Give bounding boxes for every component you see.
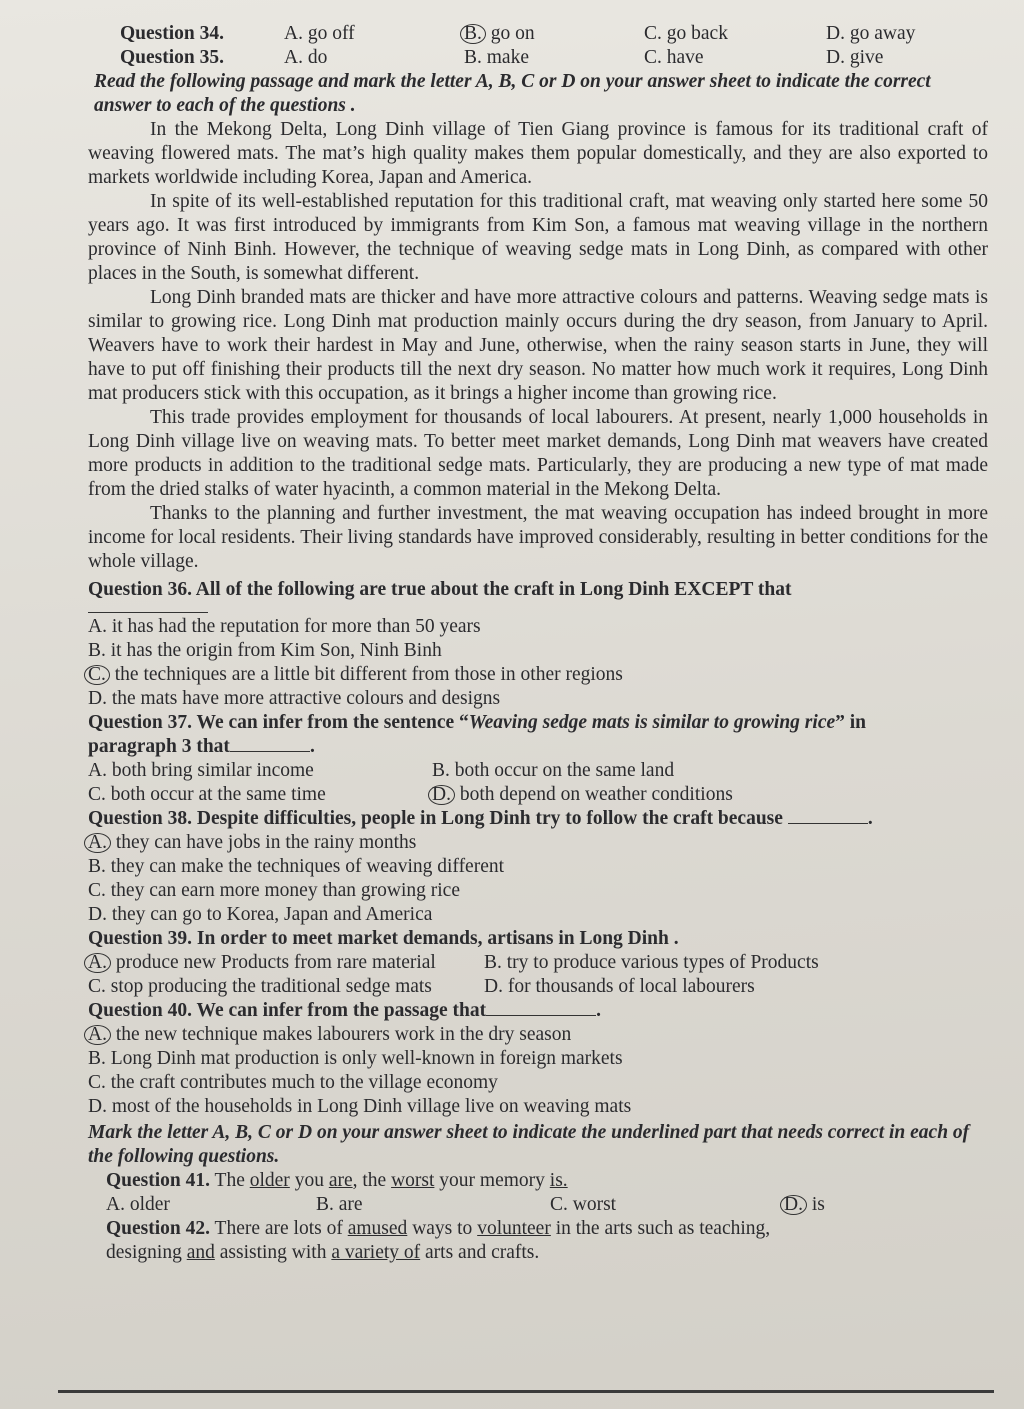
answer-blank[interactable] xyxy=(230,737,310,752)
answer-blank[interactable] xyxy=(486,1001,596,1016)
option-c[interactable]: C. they can earn more money than growing rice xyxy=(88,880,460,901)
answer-circle: A. xyxy=(84,833,111,853)
question-40 xyxy=(88,999,988,1119)
question-stem: Question 39. In order to meet market demands, artisans in Long Dinh . xyxy=(88,928,679,949)
option-a[interactable]: A. produce new Products from rare material xyxy=(88,951,484,975)
question-37 xyxy=(88,711,988,807)
option-d[interactable]: D. is xyxy=(784,1193,825,1217)
underlined-part: are xyxy=(328,1170,353,1191)
option-a[interactable]: A. they can have jobs in the rainy months xyxy=(88,831,988,855)
underlined-part: older xyxy=(249,1170,290,1191)
option-c[interactable]: C. have xyxy=(644,47,704,68)
option-a[interactable]: A. go off xyxy=(284,23,355,44)
question-36 xyxy=(88,578,988,711)
option-c[interactable]: C. worst xyxy=(550,1194,617,1215)
question-38 xyxy=(88,807,988,927)
question-stem: Question 38. Despite difficulties, people in Long Dinh try to follow the craft because . xyxy=(88,808,873,829)
option-d[interactable]: D. go away xyxy=(826,23,916,44)
option-c[interactable]: C. stop producing the traditional sedge mats xyxy=(88,976,432,997)
passage-paragraph: Thanks to the planning and further investment, the mat weaving occupation has indeed brought in more income for local residents. Their living standards have improved considerably, resulting in better conditions for the whole village. xyxy=(88,503,988,572)
page-bottom-rule xyxy=(58,1390,994,1393)
option-b[interactable]: B. it has the origin from Kim Son, Ninh Binh xyxy=(88,640,442,661)
question-stem: Question 37. We can infer from the sentence “Weaving sedge mats is similar to growing rice” in xyxy=(88,712,867,733)
answer-blank-line[interactable] xyxy=(88,602,208,613)
option-d[interactable]: D. most of the households in Long Dinh village live on weaving mats xyxy=(88,1096,632,1117)
question-stem: Question 42. There are lots of amused ways to volunteer in the arts such as teaching, xyxy=(106,1218,771,1239)
underlined-part: a variety of xyxy=(331,1242,421,1263)
option-d[interactable]: D. they can go to Korea, Japan and America xyxy=(88,904,433,925)
underlined-part: amused xyxy=(347,1218,408,1239)
option-a[interactable]: A. older xyxy=(106,1194,170,1215)
question-41 xyxy=(106,1169,988,1217)
option-d[interactable]: D. for thousands of local labourers xyxy=(484,976,755,997)
answer-blank[interactable] xyxy=(788,809,868,824)
error-identification-instruction: Mark the letter A, B, C or D on your answer sheet to indicate the underlined part that needs correct in each of the following questions. xyxy=(88,1122,970,1167)
answer-circle: B. xyxy=(460,24,486,44)
answer-circle: C. xyxy=(84,665,110,685)
reading-passage xyxy=(88,118,988,574)
answer-circle: D. xyxy=(780,1195,807,1215)
option-b[interactable]: B. they can make the techniques of weaving different xyxy=(88,856,505,877)
option-b[interactable]: B. try to produce various types of Products xyxy=(484,952,819,973)
option-b[interactable]: B. go on xyxy=(464,22,644,46)
underlined-part: and xyxy=(186,1242,215,1263)
underlined-part: worst xyxy=(391,1170,435,1191)
option-b[interactable]: B. both occur on the same land xyxy=(432,760,675,781)
option-c[interactable]: C. the techniques are a little bit different from those in other regions xyxy=(88,663,988,687)
option-b[interactable]: B. make xyxy=(464,47,529,68)
underlined-part: is. xyxy=(549,1170,568,1191)
question-label: Question 35. xyxy=(120,47,225,68)
question-label: Question 34. xyxy=(120,23,225,44)
underlined-part: volunteer xyxy=(477,1218,551,1239)
option-b[interactable]: B. are xyxy=(316,1194,363,1215)
answer-circle: A. xyxy=(84,953,111,973)
option-d[interactable]: D. both depend on weather conditions xyxy=(432,783,733,807)
question-stem: Question 41. The older you are , the worst your memory is. xyxy=(106,1170,568,1191)
answer-circle: A. xyxy=(84,1025,111,1045)
option-d[interactable]: D. the mats have more attractive colours and designs xyxy=(88,688,501,709)
reading-instruction: Read the following passage and mark the letter A, B, C or D on your answer sheet to indicate the correct answer to each of the questions . xyxy=(94,71,931,116)
passage-paragraph: In spite of its well-established reputation for this traditional craft, mat weaving only started here some 50 years ago. It was first introduced by immigrants from Kim Son, a famous mat weaving village in the northern province of Ninh Binh. However, the technique of weaving sedge mats in Long Dinh, as compared with other places in the South, is somewhat different. xyxy=(88,191,988,284)
option-b[interactable]: B. Long Dinh mat production is only well-known in foreign markets xyxy=(88,1048,623,1069)
passage-paragraph: Long Dinh branded mats are thicker and have more attractive colours and patterns. Weaving sedge mats is similar to growing rice. Long Dinh mat production mainly occurs during the dry season, from January to April. Weavers have to work their hardest in May and June, otherwise, when the rainy season starts in June, they will have to put off finishing their products till the next dry season. No matter how much work it requires, Long Dinh mat producers stick with this occupation, as it brings a higher income than growing rice. xyxy=(88,287,988,404)
question-42: Question 42. There are lots of amused ways to volunteer in the arts such as teaching, designing and assisting with a variety of arts and crafts. xyxy=(106,1217,988,1265)
option-a[interactable]: A. the new technique makes labourers work in the dry season xyxy=(88,1023,988,1047)
option-c[interactable]: C. both occur at the same time xyxy=(88,784,326,805)
question-39 xyxy=(88,927,988,999)
passage-paragraph: In the Mekong Delta, Long Dinh village of Tien Giang province is famous for its traditional craft of weaving flowered mats. The mat’s high quality makes them popular domestically, and they are also exported to markets worldwide including Korea, Japan and America. xyxy=(88,119,988,188)
question-34 xyxy=(120,22,988,46)
question-35 xyxy=(120,46,988,70)
question-stem: Question 40. We can infer from the passage that . xyxy=(88,1000,601,1021)
question-stem: Question 36. All of the following are true about the craft in Long Dinh EXCEPT that xyxy=(88,579,792,600)
option-a[interactable]: A. both bring similar income xyxy=(88,760,314,781)
option-c[interactable]: C. the craft contributes much to the village economy xyxy=(88,1072,498,1093)
question-stem-line2: paragraph 3 that . xyxy=(88,736,315,757)
option-c[interactable]: C. go back xyxy=(644,23,728,44)
answer-circle: D. xyxy=(428,785,455,805)
option-a[interactable]: A. do xyxy=(284,47,328,68)
option-d[interactable]: D. give xyxy=(826,47,884,68)
option-a[interactable]: A. it has had the reputation for more than 50 years xyxy=(88,616,481,637)
passage-paragraph: This trade provides employment for thousands of local labourers. At present, nearly 1,000 households in Long Dinh village live on weaving mats. To better meet market demands, Long Dinh mat weavers have created more products in addition to the traditional sedge mats. Particularly, they are producing a new type of mat made from the dried stalks of water hyacinth, a common material in the Mekong Delta. xyxy=(88,407,988,500)
